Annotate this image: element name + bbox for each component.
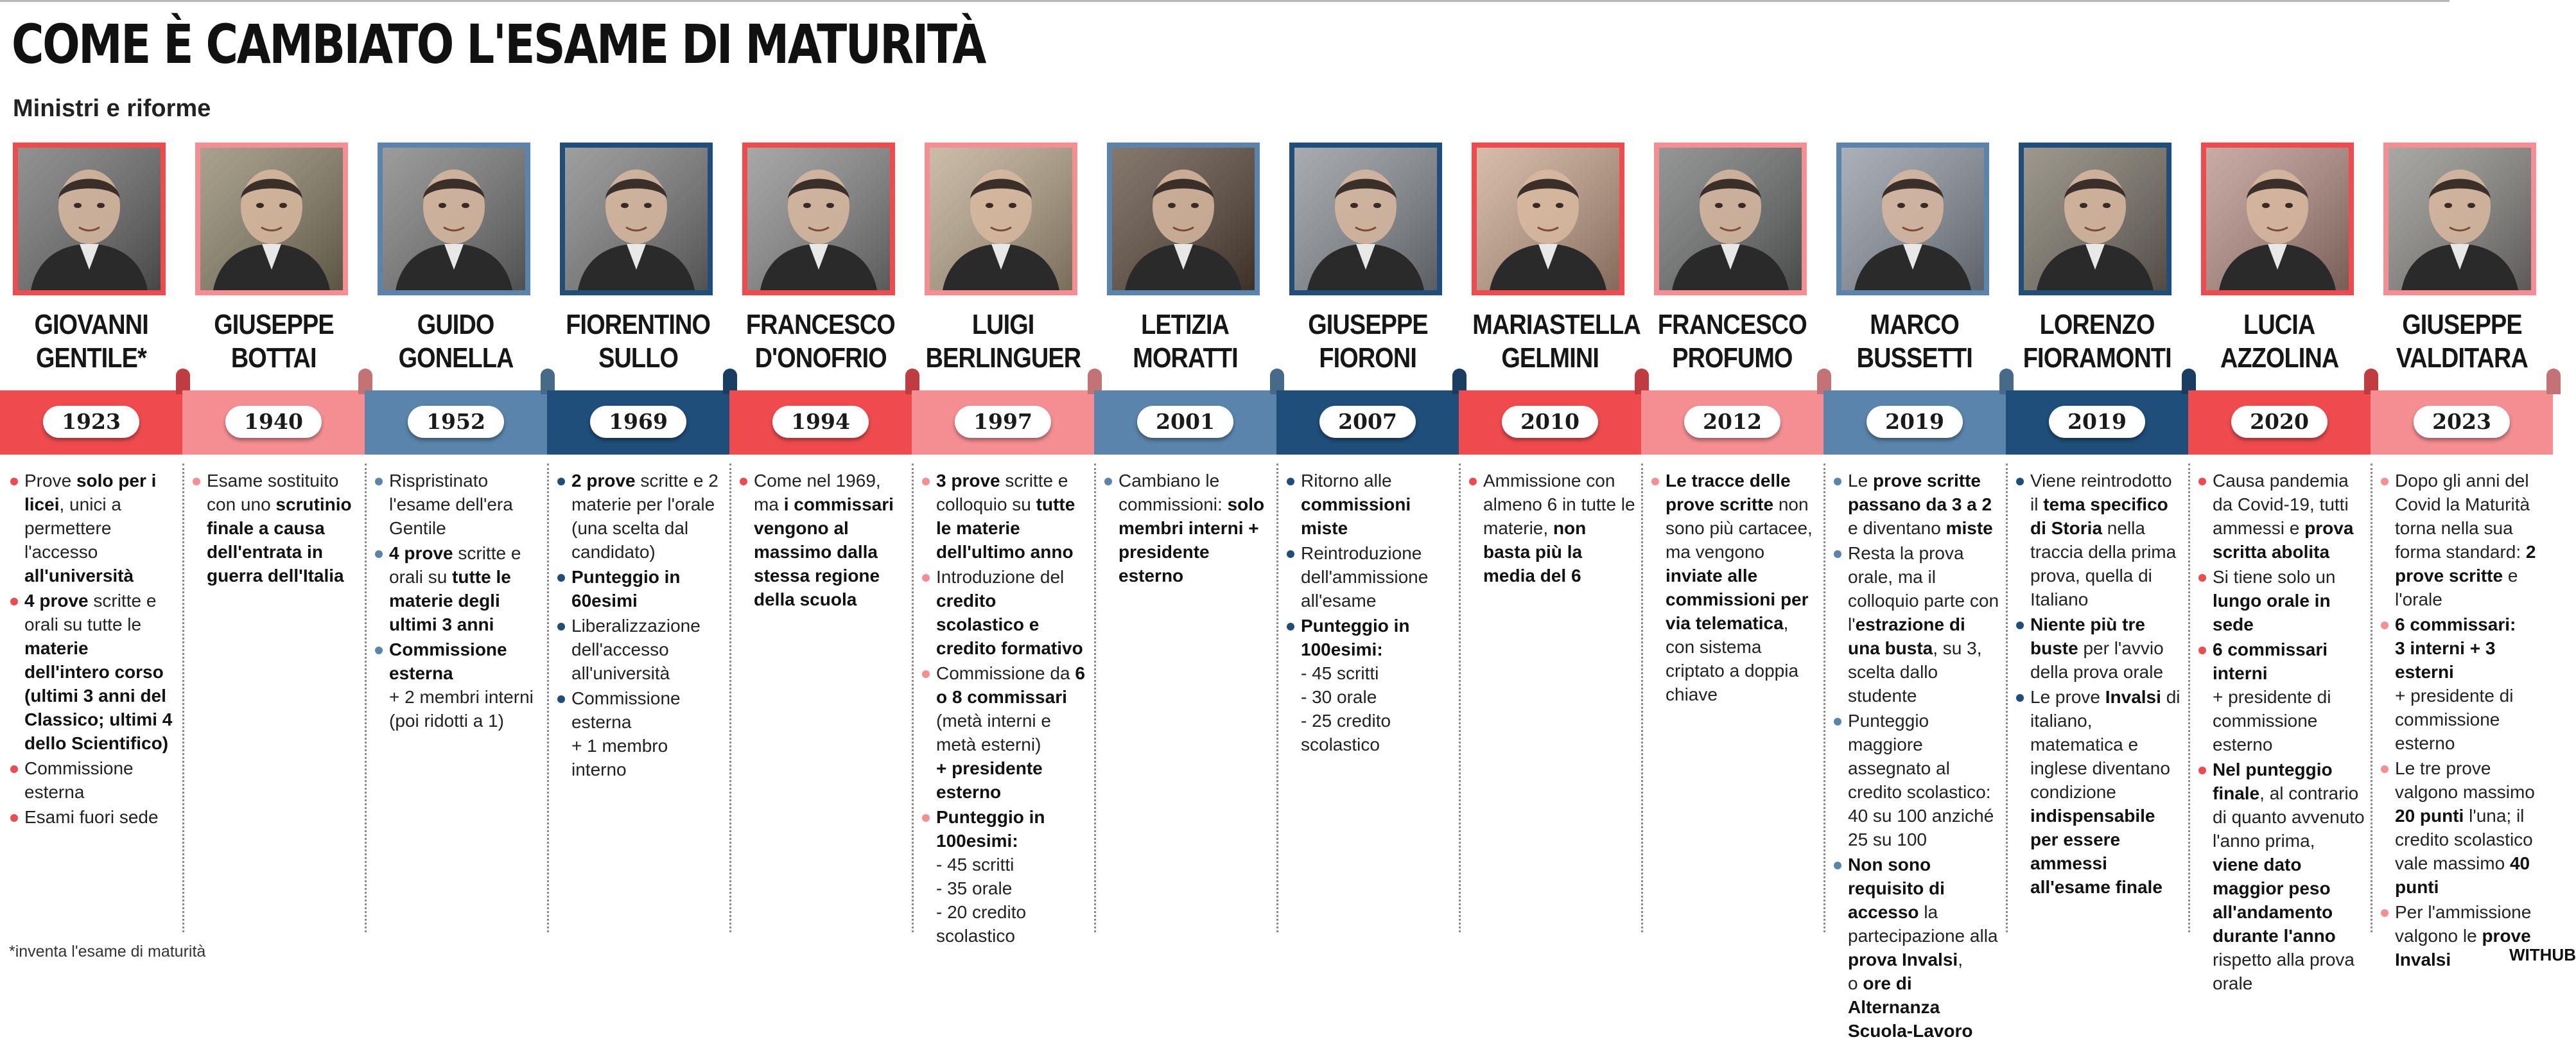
- reform-item: [922, 469, 1089, 564]
- reform-text-bold: 4 prove: [389, 543, 453, 563]
- bullet-icon: [2016, 622, 2024, 629]
- bullet-icon: [740, 478, 747, 485]
- reform-text-bold: Punteggio in 100esimi:: [936, 807, 1045, 851]
- reform-item: [375, 541, 542, 636]
- portrait-photo: [1294, 148, 1437, 290]
- bullet-icon: [375, 478, 383, 485]
- reform-text-bold: 2 prove scritte: [2395, 542, 2536, 586]
- bullet-icon: [2381, 909, 2389, 917]
- portrait-frame: [1836, 143, 1989, 295]
- bullet-icon: [2198, 767, 2206, 774]
- reform-text: Viene reintrodotto il: [2030, 471, 2172, 514]
- footnote: *inventa l'esame di maturità: [9, 943, 206, 961]
- reform-item: [1834, 541, 2001, 708]
- reform-list: [1104, 469, 1271, 589]
- reform-text-bold: 6 commissari: 3 interni + 3 esterni: [2395, 614, 2516, 682]
- band-curl: [2546, 369, 2561, 394]
- reform-text-bold: prove scritte passano da 3 a 2: [1848, 471, 1992, 514]
- minister-first-name: FRANCESCO: [1658, 309, 1807, 340]
- reform-list: [10, 469, 177, 830]
- year-pill: 2023: [2414, 406, 2510, 438]
- reform-item: [1834, 469, 2001, 540]
- reform-text: Si tiene solo un: [2213, 567, 2336, 587]
- reform-list: [2198, 469, 2365, 996]
- minister-first-name: LETIZIA: [1141, 309, 1230, 340]
- reform-text-bold: Punteggio in 60esimi: [571, 567, 681, 611]
- reform-text-bold: Commissione esterna: [389, 639, 507, 683]
- reform-text: scritte e orali su tutte le: [24, 591, 157, 634]
- portrait-frame: [560, 143, 713, 295]
- portrait-photo: [200, 148, 343, 290]
- year-pill: 2007: [1319, 406, 1416, 438]
- minister-column: [365, 0, 547, 964]
- reform-text: Commissione esterna: [24, 758, 134, 802]
- minister-column: [0, 0, 182, 964]
- reform-list: [2381, 469, 2548, 973]
- minister-name: [0, 308, 182, 375]
- bullet-icon: [557, 478, 565, 485]
- reform-text-bold: tutte le materie degli ultimi 3 anni: [389, 567, 511, 634]
- reform-item: [10, 805, 177, 829]
- reform-text-bold: Invalsi: [2105, 687, 2161, 707]
- reform-text: + 2 membri interni (poi ridotti a 1): [389, 687, 534, 731]
- reform-list: [193, 469, 360, 589]
- year-pill: 1923: [43, 406, 139, 438]
- portrait-frame: [2019, 143, 2171, 295]
- bullet-icon: [922, 574, 930, 582]
- reform-list: [1834, 469, 2001, 1044]
- bullet-icon: [2016, 478, 2024, 485]
- minister-first-name: LUIGI: [971, 309, 1034, 340]
- minister-first-name: FIORENTINO: [566, 309, 711, 340]
- reform-item: [193, 469, 360, 587]
- bullet-icon: [1651, 478, 1659, 485]
- minister-column: [182, 0, 365, 964]
- reform-text-bold: 6 o 8 commissari: [936, 663, 1085, 707]
- minister-first-name: LUCIA: [2243, 309, 2315, 340]
- bullet-icon: [375, 550, 383, 558]
- minister-column: [2006, 0, 2188, 964]
- reform-text: Le prove: [2030, 687, 2105, 707]
- reform-text-bold: tema specifico di Storia: [2030, 494, 2168, 538]
- year-pill: 1969: [590, 406, 686, 438]
- minister-column: [1823, 0, 2006, 1041]
- reform-text-bold: prova Invalsi: [1848, 950, 1958, 970]
- year-pill: 1940: [225, 406, 322, 438]
- portrait-frame: [378, 143, 530, 295]
- bullet-icon: [1469, 478, 1477, 485]
- minister-name: [1276, 308, 1459, 375]
- reform-text: Ritorno alle: [1301, 471, 1392, 491]
- portrait-frame: [2383, 143, 2536, 295]
- reform-text-bold: all'università: [24, 566, 134, 586]
- reform-item: [1104, 469, 1271, 587]
- reform-text-bold: scrutinio finale a causa dell'entrata in guerra dell'Italia: [207, 494, 352, 586]
- reform-text: Ammissione con almeno 6 in tutte le materie,: [1483, 471, 1635, 538]
- reform-text: Dopo gli anni del Covid la Maturità torna nella sua forma standard:: [2395, 471, 2530, 562]
- reform-text-bold: Nel punteggio finale: [2213, 760, 2333, 803]
- bullet-icon: [1104, 478, 1112, 485]
- reform-item: [557, 469, 724, 564]
- reform-text-bold: lungo orale in sede: [2213, 591, 2331, 634]
- minister-column: [1459, 0, 1641, 964]
- reform-list: [740, 469, 907, 613]
- reform-text-bold: credito scolastico e credito formativo: [936, 591, 1083, 658]
- portrait-photo: [1659, 148, 1802, 290]
- minister-column: [1276, 0, 1459, 964]
- bullet-icon: [557, 623, 565, 631]
- reform-item: [2198, 469, 2365, 564]
- minister-last-name: PROFUMO: [1672, 342, 1793, 374]
- reform-item: [1651, 469, 1818, 706]
- reform-item: [1287, 469, 1454, 540]
- reform-text-bold: materie dell'intero corso (ultimi 3 anni del Classico; ultimi 4 dello Scientifico): [24, 638, 173, 753]
- year-pill: 1997: [955, 406, 1051, 438]
- year-pill: 2020: [2231, 406, 2328, 438]
- reform-text: + presidente di commissione esterno: [2213, 687, 2331, 754]
- portrait-frame: [742, 143, 895, 295]
- reform-item: [557, 614, 724, 685]
- reform-text: Rispristinato l'esame dell'era Gentile: [389, 471, 513, 538]
- reform-text-bold: non basta più la media del 6: [1483, 518, 1587, 586]
- reform-text-bold: Le tracce delle prove scritte: [1666, 471, 1791, 514]
- portrait-frame: [1654, 143, 1807, 295]
- bullet-icon: [1834, 550, 1841, 558]
- year-pill: 2012: [1684, 406, 1780, 438]
- minister-name: [2371, 308, 2553, 375]
- page-title: COME È CAMBIATO L'ESAME DI MATURITÀ: [12, 13, 985, 76]
- minister-last-name: GELMINI: [1501, 342, 1599, 374]
- minister-column: [729, 0, 912, 964]
- reform-text: non sono più cartacee, ma vengono: [1666, 494, 1813, 562]
- bullet-icon: [2016, 694, 2024, 702]
- reform-item: [10, 469, 177, 587]
- reform-text: , o: [1848, 950, 1963, 993]
- minister-last-name: SULLO: [598, 342, 678, 374]
- minister-name: [1459, 308, 1641, 375]
- reform-list: [2016, 469, 2183, 900]
- reform-list: [375, 469, 542, 734]
- reform-list: [557, 469, 724, 783]
- reform-text-bold: inviate alle commissioni per via telematica: [1666, 566, 1809, 633]
- reform-item: [10, 756, 177, 804]
- reform-text-bold: solo per i licei: [24, 471, 157, 514]
- minister-last-name: FIORONI: [1319, 342, 1416, 374]
- reform-text: Commissione da: [936, 663, 1075, 683]
- reform-text: nella traccia della prima prova, quella di Italiano: [2030, 518, 2177, 609]
- minister-first-name: GUIDO: [417, 309, 494, 340]
- portrait-frame: [925, 143, 1077, 295]
- reform-item: [2198, 758, 2365, 995]
- reform-text-bold: viene dato maggior peso all'andamento durante l'anno: [2213, 855, 2336, 946]
- reform-text: Introduzione del: [936, 567, 1065, 587]
- portrait-photo: [383, 148, 525, 290]
- reform-item: [2381, 756, 2548, 899]
- minister-first-name: LORENZO: [2039, 309, 2155, 340]
- year-pill: 2001: [1137, 406, 1233, 438]
- reform-item: [1287, 614, 1454, 756]
- bullet-icon: [193, 478, 200, 485]
- minister-name: [547, 308, 729, 375]
- portrait-photo: [1477, 148, 1619, 290]
- minister-first-name: GIUSEPPE: [1307, 309, 1428, 340]
- reform-text: di italiano, matematica e inglese diventano condizione: [2030, 687, 2180, 802]
- reform-list: [922, 469, 1089, 949]
- bullet-icon: [557, 695, 565, 703]
- reform-text: Liberalizzazione dell'accesso all'università: [571, 616, 701, 683]
- bullet-icon: [2198, 574, 2206, 582]
- portrait-photo: [1841, 148, 1984, 290]
- bullet-icon: [1287, 478, 1294, 485]
- portrait-photo: [18, 148, 161, 290]
- reform-text: Resta la prova orale, ma il colloquio parte con l': [1848, 543, 1999, 634]
- reform-text: Punteggio maggiore assegnato al credito scolastico: 40 su 100 anziché 25 su 100: [1848, 711, 1994, 849]
- reform-text: - 45 scritti - 35 orale - 20 credito scolastico: [936, 855, 1027, 946]
- reform-text: rispetto alla prova orale: [2213, 950, 2355, 993]
- year-pill: 1952: [408, 406, 504, 438]
- reform-item: [375, 638, 542, 733]
- minister-name: [1823, 308, 2006, 375]
- reform-text: Commissione esterna + 1 membro interno: [571, 688, 681, 779]
- reform-item: [375, 469, 542, 540]
- minister-column: [1641, 0, 1823, 964]
- reform-text: scritte e colloquio su: [936, 471, 1068, 514]
- minister-last-name: BOTTAI: [231, 342, 317, 374]
- reform-text: (metà interni e metà esterni): [936, 711, 1051, 754]
- bullet-icon: [922, 478, 930, 485]
- reform-text-bold: indispensabile per essere ammessi all'esame finale: [2030, 806, 2163, 897]
- reform-text: Le tre prove valgono massimo: [2395, 758, 2535, 802]
- reform-text: per l'avvio della prova orale: [2030, 638, 2164, 682]
- minister-last-name: FIORAMONTI: [2023, 342, 2171, 374]
- bullet-icon: [1834, 718, 1841, 726]
- reform-text: Causa pandemia da Covid-19, tutti ammessi e: [2213, 471, 2349, 538]
- portrait-photo: [1112, 148, 1255, 290]
- minister-last-name: VALDITARA: [2396, 342, 2528, 374]
- reform-text-bold: Punteggio in 100esimi:: [1301, 616, 1410, 659]
- portrait-photo: [2389, 148, 2531, 290]
- reform-text: l'una; il credito scolastico vale massimo: [2395, 806, 2533, 873]
- reform-text: , con sistema criptato a doppia chiave: [1666, 613, 1799, 704]
- reform-text-bold: tutte le materie dell'ultimo anno: [936, 494, 1075, 562]
- reform-text: Cambiano le commissioni:: [1118, 471, 1228, 514]
- reform-text-bold: 2 prove: [571, 471, 636, 491]
- reform-text: , al contrario di quanto avvenuto l'anno prima,: [2213, 783, 2365, 851]
- bullet-icon: [10, 598, 18, 605]
- portrait-frame: [1289, 143, 1442, 295]
- reform-text: Reintroduzione dell'ammissione all'esame: [1301, 543, 1429, 611]
- reform-text-bold: Niente più tre buste: [2030, 614, 2145, 658]
- portrait-frame: [13, 143, 166, 295]
- reform-text-bold: 3 prove: [936, 471, 1000, 491]
- bullet-icon: [2198, 647, 2206, 654]
- reform-text: - 45 scritti - 30 orale - 25 credito scolastico: [1301, 663, 1391, 754]
- reform-item: [922, 661, 1089, 804]
- reform-item: [2381, 469, 2548, 611]
- reform-text-bold: estrazione di una busta: [1848, 614, 1965, 658]
- reform-text-bold: Non sono requisito di accesso: [1848, 855, 1945, 922]
- year-pill: 2010: [1502, 406, 1598, 438]
- reform-text-bold: solo membri interni + presidente esterno: [1118, 494, 1265, 586]
- minister-last-name: BUSSETTI: [1856, 342, 1973, 374]
- minister-last-name: GENTILE*: [36, 342, 146, 374]
- reform-text: Per l'ammissione valgono le: [2395, 902, 2532, 946]
- reform-text-bold: prova scritta abolita: [2213, 518, 2354, 562]
- portrait-photo: [2206, 148, 2349, 290]
- bullet-icon: [2381, 622, 2389, 629]
- reform-text: scritte e 2 materie per l'orale (una scelta dal candidato): [571, 471, 718, 562]
- reform-text: Prove: [24, 471, 76, 491]
- portrait-frame: [2201, 143, 2354, 295]
- reform-item: [2198, 565, 2365, 636]
- reform-list: [1287, 469, 1454, 758]
- page-subtitle: Ministri e riforme: [13, 95, 211, 122]
- reform-text-bold: prove Invalsi: [2395, 926, 2531, 970]
- year-pill: 2019: [1867, 406, 1963, 438]
- minister-column: [1094, 0, 1276, 964]
- minister-first-name: GIUSEPPE: [213, 309, 334, 340]
- minister-name: [1641, 308, 1823, 375]
- minister-name: [729, 308, 912, 375]
- bullet-icon: [10, 478, 18, 485]
- portrait-frame: [1107, 143, 1260, 295]
- bullet-icon: [2381, 765, 2389, 773]
- reform-text-bold: miste: [1945, 518, 1993, 538]
- minister-column: [2188, 0, 2371, 993]
- reform-text-bold: commissioni miste: [1301, 494, 1411, 538]
- portrait-frame: [195, 143, 348, 295]
- reform-list: [1469, 469, 1636, 589]
- bullet-icon: [1834, 478, 1841, 485]
- minister-last-name: MORATTI: [1133, 342, 1238, 374]
- credit-logo: WITHUB: [2509, 945, 2576, 964]
- reform-text: Esami fuori sede: [24, 807, 159, 827]
- reform-item: [922, 565, 1089, 660]
- reform-text: Esame sostituito con uno: [207, 471, 339, 514]
- reform-item: [1834, 709, 2001, 851]
- minister-first-name: FRANCESCO: [746, 309, 895, 340]
- bullet-icon: [1834, 862, 1841, 869]
- portrait-photo: [747, 148, 890, 290]
- minister-name: [912, 308, 1094, 375]
- bullet-icon: [10, 814, 18, 822]
- reform-text-bold: ore di Alternanza Scuola-Lavoro: [1848, 973, 1973, 1041]
- year-pill: 2019: [2049, 406, 2145, 438]
- minister-last-name: GONELLA: [398, 342, 514, 374]
- reform-text-bold: 4 prove: [24, 591, 89, 611]
- minister-first-name: MARIASTELLA: [1472, 309, 1641, 340]
- reform-item: [2016, 469, 2183, 611]
- reform-item: [10, 589, 177, 755]
- reform-text-bold: 6 commissari interni: [2213, 639, 2328, 683]
- reform-text: la partecipazione alla: [1848, 902, 1998, 946]
- portrait-photo: [565, 148, 708, 290]
- minister-last-name: AZZOLINA: [2220, 342, 2339, 374]
- portrait-photo: [930, 148, 1072, 290]
- minister-last-name: BERLINGUER: [925, 342, 1081, 374]
- reform-item: [2198, 638, 2365, 756]
- minister-column: [547, 0, 729, 964]
- reform-text: , su 3, scelta dallo studente: [1848, 638, 1982, 706]
- reform-text: + presidente di commissione esterno: [2395, 686, 2514, 753]
- minister-name: [2006, 308, 2188, 375]
- minister-column: [912, 0, 1094, 964]
- reform-text: Le: [1848, 471, 1873, 491]
- reform-item: [2381, 613, 2548, 755]
- portrait-frame: [1472, 143, 1624, 295]
- reform-item: [557, 686, 724, 781]
- reform-text-bold: i commissari vengono al massimo dalla stessa regione della scuola: [754, 494, 894, 609]
- reform-item: [2016, 613, 2183, 684]
- bullet-icon: [557, 574, 565, 582]
- reform-text-bold: 20 punti: [2395, 806, 2464, 826]
- reform-item: [922, 805, 1089, 948]
- reform-item: [1834, 853, 2001, 1043]
- reform-list: [1651, 469, 1818, 708]
- minister-name: [365, 308, 547, 375]
- bullet-icon: [10, 765, 18, 773]
- reform-text: , unici a permettere l'accesso: [24, 494, 121, 562]
- minister-last-name: D'ONOFRIO: [754, 342, 887, 374]
- reform-text: e diventano: [1848, 518, 1946, 538]
- reform-text: Come nel 1969, ma: [754, 471, 881, 514]
- bullet-icon: [375, 647, 383, 654]
- bullet-icon: [2381, 478, 2389, 485]
- minister-name: [182, 308, 365, 375]
- reform-text: scritte e orali su: [389, 543, 521, 587]
- reform-item: [1287, 541, 1454, 613]
- minister-name: [2188, 308, 2371, 375]
- minister-name: [1094, 308, 1276, 375]
- reform-item: [740, 469, 907, 611]
- minister-first-name: GIUSEPPE: [2401, 309, 2522, 340]
- year-pill: 1994: [772, 406, 869, 438]
- reform-item: [557, 565, 724, 613]
- reform-text: e l'orale: [2395, 566, 2518, 609]
- reform-item: [2016, 685, 2183, 899]
- minister-first-name: MARCO: [1870, 309, 1960, 340]
- minister-column: [2371, 0, 2553, 970]
- portrait-photo: [2024, 148, 2166, 290]
- bullet-icon: [1287, 623, 1294, 631]
- bullet-icon: [922, 670, 930, 678]
- reform-text-bold: + presidente esterno: [936, 758, 1043, 802]
- bullet-icon: [2198, 478, 2206, 485]
- bullet-icon: [1287, 550, 1294, 558]
- minister-first-name: GIOVANNI: [34, 309, 148, 340]
- reform-item: [1469, 469, 1636, 587]
- bullet-icon: [922, 814, 930, 822]
- reform-text-bold: 40 punti: [2395, 853, 2530, 897]
